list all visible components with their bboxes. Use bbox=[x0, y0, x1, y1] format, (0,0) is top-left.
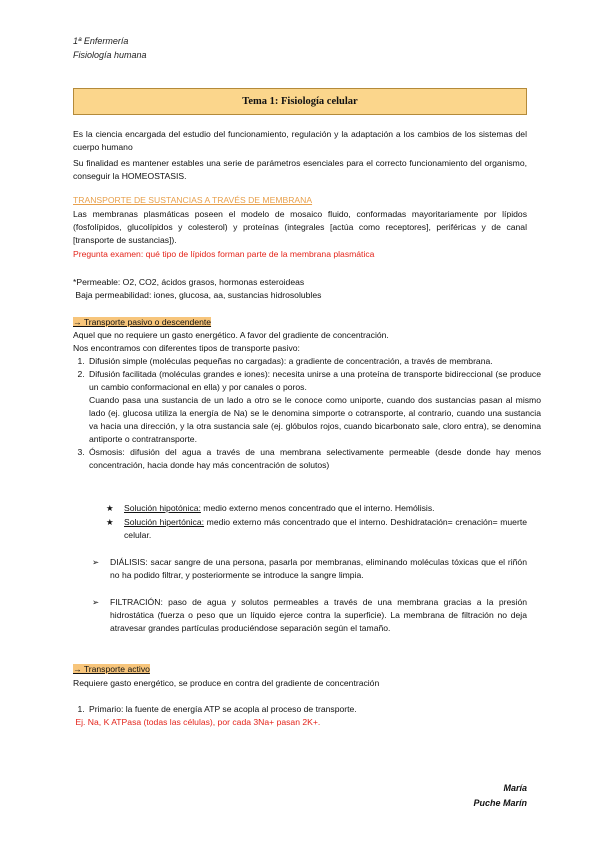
hypotonic-item bbox=[124, 502, 527, 515]
permeable-line: *Permeable: O2, CO2, ácidos grasos, hormonas esteroideas bbox=[73, 277, 305, 287]
title-box bbox=[73, 88, 527, 115]
hypotonic-label: Solución hipotónica: bbox=[124, 503, 201, 513]
passive-heading-text: → Transporte pasivo o descendente bbox=[73, 317, 212, 327]
arrow-bullet-icon: ➢ bbox=[92, 557, 100, 567]
list-item bbox=[87, 368, 541, 446]
intro-paragraph-2: Su finalidad es mantener estables una serie de parámetros esenciales para el correcto funcionamiento del organismo, conseguir la HOMEOSTASIS. bbox=[73, 158, 527, 181]
header-course: 1ª Enfermería bbox=[73, 36, 129, 46]
active-heading-text: → Transporte activo bbox=[73, 664, 150, 674]
list-item bbox=[87, 355, 541, 368]
membrane-paragraph: Las membranas plasmáticas poseen el modelo de mosaico fluido, conformadas mayoritariamente por lípidos (fosfolípidos, glucolípidos y colesterol) y proteínas (integrales [actúa como receptores], periféricas y de canal [transporte de sustancias]). bbox=[73, 209, 527, 245]
star-icon: ★ bbox=[106, 517, 114, 527]
footer-first-name: María bbox=[503, 783, 527, 793]
active-example: Ej. Na, K ATPasa (todas las células), por cada 3Na+ pasan 2K+. bbox=[73, 717, 321, 727]
list-item-text: Difusión facilitada (moléculas grandes e iones): necesita unirse a una proteína de transporte bidireccional (se produce un cambio conformacional en ella) y por canales o poros. bbox=[89, 369, 541, 392]
hypertonic-item bbox=[124, 516, 527, 542]
list-item-extra: Cuando pasa una sustancia de un lado a otro se le conoce como uniporte, cuando dos sustancias pasan al mismo lado (ej. glucosa utiliza la energía de Na) se le denomina simporte o cotransporte, al contrario, cuando una sustancia va hacia una dirección, y la otra sustancia sale (ej. glóbulos rojos, cuando bicarbonato sale, cloro entra), se denomina antiporte o contratransporte. bbox=[89, 395, 541, 444]
passive-heading bbox=[73, 316, 527, 329]
footer-last-name: Puche Marín bbox=[473, 798, 527, 808]
dialisis-item: DIÁLISIS: sacar sangre de una persona, pasarla por membranas, eliminando moléculas tóxicas que el riñón no ha podido filtrar, y posteriormente se introduce la sangre limpia. bbox=[110, 557, 527, 580]
arrow-bullet-icon: ➢ bbox=[92, 597, 100, 607]
active-line-1: Requiere gasto energético, se produce en contra del gradiente de concentración bbox=[73, 678, 380, 688]
hypertonic-label: Solución hipertónica: bbox=[124, 517, 205, 527]
active-list bbox=[73, 703, 541, 716]
page-title: Tema 1: Fisiología celular bbox=[242, 96, 358, 107]
hypertonic-text: medio externo más concentrado que el interno. Deshidratación= crenación= muerte celular. bbox=[124, 517, 527, 540]
list-item-text: Ósmosis: difusión del agua a través de una membrana selectivamente permeable (desde donde hay menos concentración, hacia donde hay más concentración de solutos) bbox=[89, 447, 541, 470]
exam-question: Pregunta examen: qué tipo de lípidos forman parte de la membrana plasmática bbox=[73, 249, 375, 259]
header-subject: Fisiología humana bbox=[73, 50, 147, 60]
low-permeability-line: Baja permeabilidad: iones, glucosa, aa, sustancias hidrosolubles bbox=[73, 290, 322, 300]
active-heading bbox=[73, 663, 527, 676]
list-item bbox=[87, 446, 541, 472]
list-item bbox=[87, 703, 541, 716]
list-item-text: Difusión simple (moléculas pequeñas no cargadas): a gradiente de concentración, a través de membrana. bbox=[89, 356, 493, 366]
filtracion-item: FILTRACIÓN: paso de agua y solutos permeables a través de una membrana gracias a la presión hidrostática (fuerza o peso que un líquido ejerce contra la superficie). La membrana de filtración no deja atravesar grandes partículas produciéndose separación según el tamaño. bbox=[110, 597, 527, 633]
section-heading bbox=[73, 194, 527, 207]
star-icon: ★ bbox=[106, 503, 114, 513]
intro-paragraph-1: Es la ciencia encargada del estudio del funcionamiento, regulación y la adaptación a los cambios de los sistemas del cuerpo humano bbox=[73, 129, 527, 152]
passive-line-2: Nos encontramos con diferentes tipos de transporte pasivo: bbox=[73, 343, 300, 353]
section-heading-text: TRANSPORTE DE SUSTANCIAS A TRAVÉS DE MEMBRANA bbox=[73, 195, 313, 205]
passive-list bbox=[73, 355, 541, 472]
passive-line-1: Aquel que no requiere un gasto energético. A favor del gradiente de concentración. bbox=[73, 330, 389, 340]
list-item-text: Primario: la fuente de energía ATP se acopla al proceso de transporte. bbox=[89, 704, 357, 714]
hypotonic-text: medio externo menos concentrado que el interno. Hemólisis. bbox=[200, 503, 435, 513]
